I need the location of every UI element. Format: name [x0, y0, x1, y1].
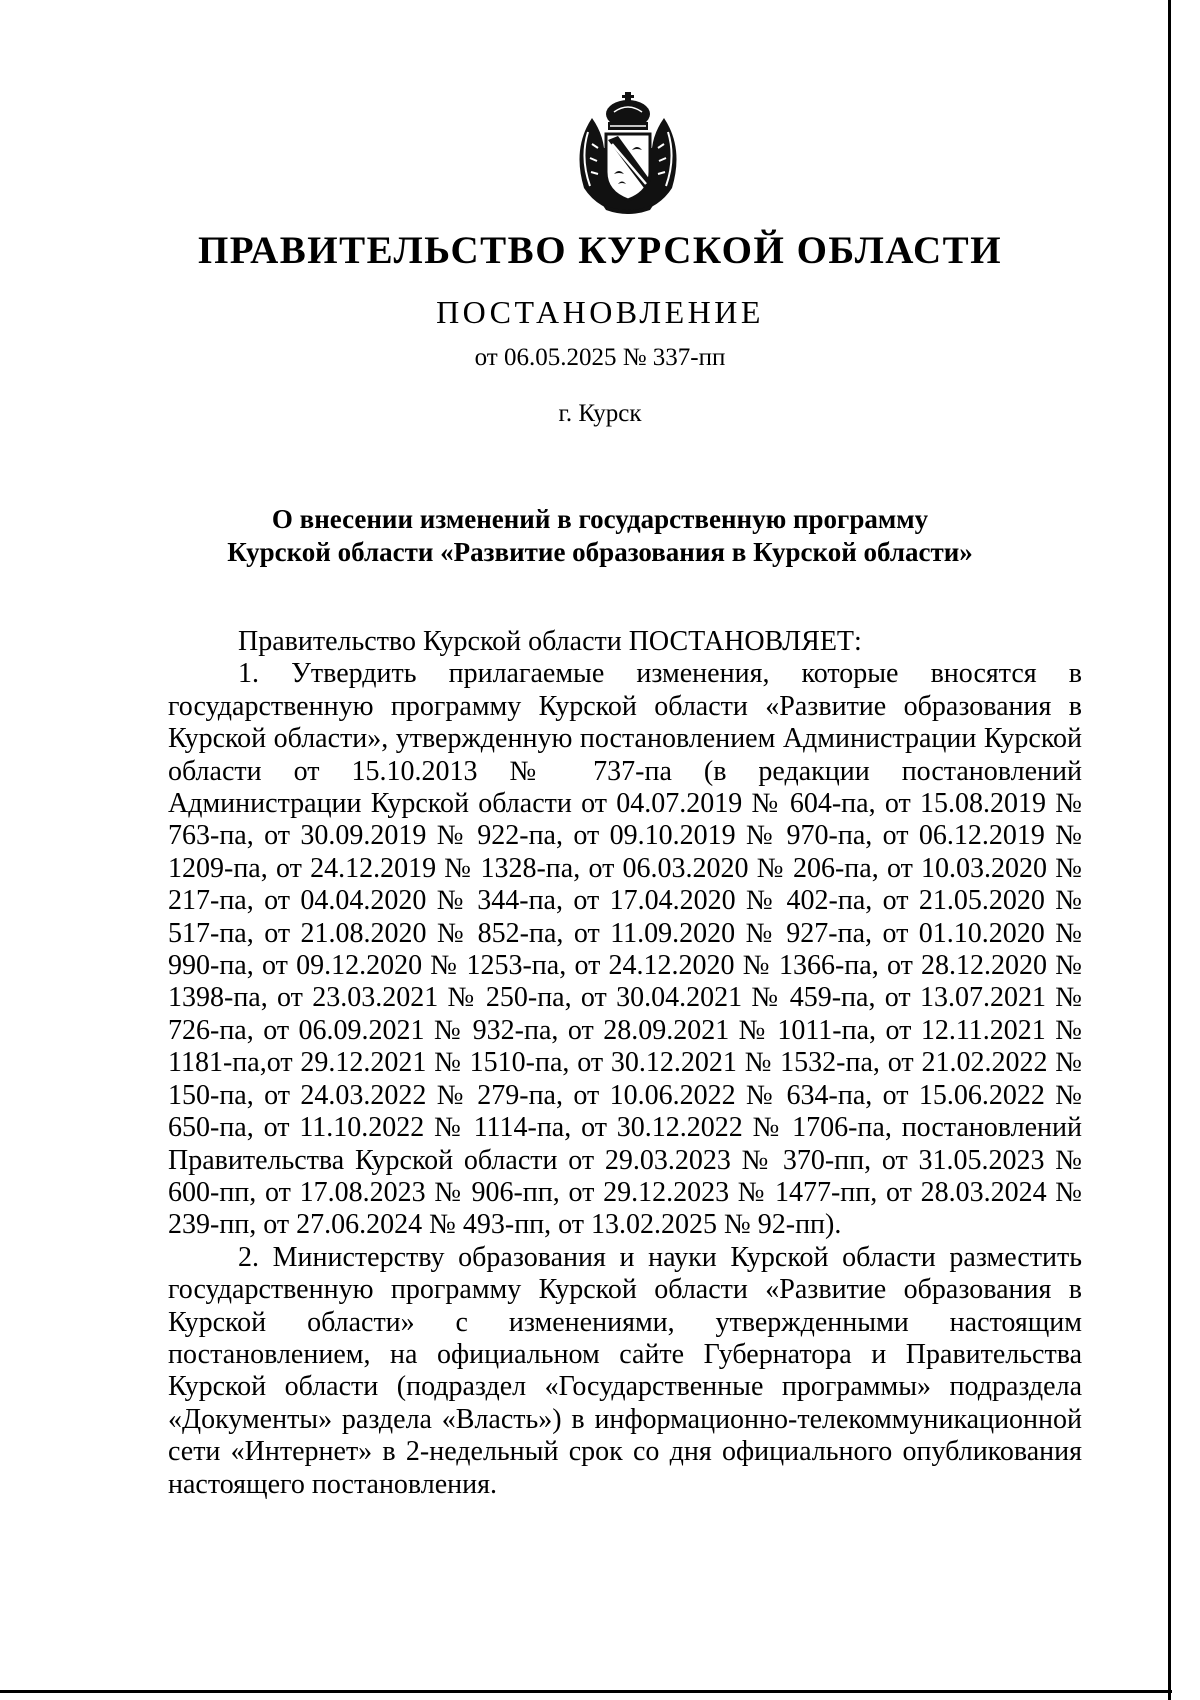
document-subject — [0, 503, 1200, 569]
government-title: ПРАВИТЕЛЬСТВО КУРСКОЙ ОБЛАСТИ — [197, 229, 1003, 272]
body-paragraph-2: 2. Министерству образования и науки Курской области разместить государственную программу Курской области «Развитие образования в Курской области» с изменениями, утвержденными настоящим постановлением, на официальном сайте Губернатора и Правительства Курской области (подраздел «Государственные программы» подраздела «Документы» раздела «Власть») в информационно-телекоммуникационной сети «Интернет» в 2-недельный срок со дня официального опубликования настоящего постановления. — [168, 1241, 1082, 1500]
document-date-number: от 06.05.2025 № 337-пп — [474, 344, 726, 371]
document-type: ПОСТАНОВЛЕНИЕ — [436, 294, 764, 330]
scan-border-bottom — [0, 1690, 1172, 1693]
kursk-coat-of-arms-icon — [562, 88, 694, 216]
body-paragraph-1: 1. Утвердить прилагаемые изменения, которые вносятся в государственную программу Курской области «Развитие образования в Курской области», утвержденную постановлением Администрации Курской области от 15.10.2013 № 737-па (в редакции постановлений Администрации Курской области от 04.07.2019 № 604-па, от 15.08.2019 № 763-па, от 30.09.2019 № 922-па, от 09.10.2019 № 970-па, от 06.12.2019 № 1209-па, от 24.12.2019 № 1328-па, от 06.03.2020 № 206-па, от 10.03.2020 № 217-па, от 04.04.2020 № 344-па, от 17.04.2020 № 402-па, от 21.05.2020 № 517-па, от 21.08.2020 № 852-па, от 11.09.2020 № 927-па, от 01.10.2020 № 990-па, от 09.12.2020 № 1253-па, от 24.12.2020 № 1366-па, от 28.12.2020 № 1398-па, от 23.03.2021 № 250-па, от 30.04.2021 № 459-па, от 13.07.2021 № 726-па, от 06.09.2021 № 932-па, от 28.09.2021 № 1011-па, от 12.11.2021 № 1181-па,от 29.12.2021 № 1510-па, от 30.12.2021 № 1532-па, от 21.02.2022 № 150-па, от 24.03.2022 № 279-па, от 10.06.2022 № 634-па, от 15.06.2022 № 650-па, от 11.10.2022 № 1114-па, от 30.12.2022 № 1706-па, постановлений Правительства Курской области от 29.03.2023 № 370-пп, от 31.05.2023 № 600-пп, от 17.08.2023 № 906-пп, от 29.12.2023 № 1477-пп, от 28.03.2024 № 239-пп, от 27.06.2024 № 493-пп, от 13.02.2025 № 92-пп). — [168, 658, 1082, 1241]
document-body — [168, 626, 1082, 1501]
document-city: г. Курск — [558, 400, 642, 427]
subject-line-1: О внесении изменений в государственную программу — [271, 504, 929, 534]
subject-line-2: Курской области «Развитие образования в Курской области» — [227, 537, 973, 567]
body-intro: Правительство Курской области ПОСТАНОВЛЯЕТ: — [238, 626, 862, 657]
